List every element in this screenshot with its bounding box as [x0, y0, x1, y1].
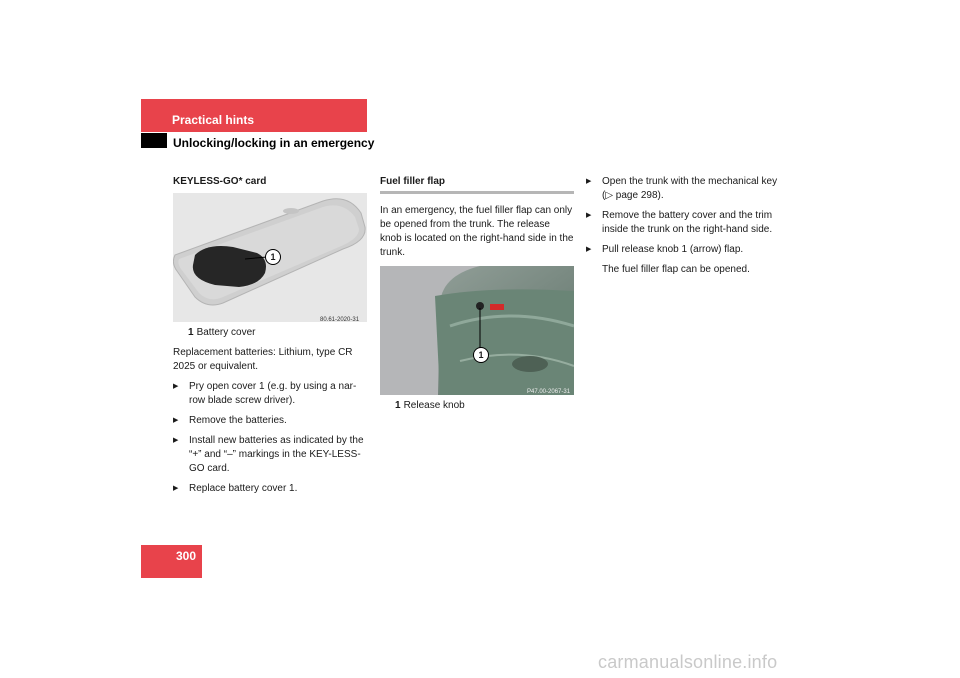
instruction-step: ▶ Pry open cover 1 (e.g. by using a nar-row blade screw driver). — [173, 380, 369, 408]
instruction-step: ▶ Replace battery cover 1. — [173, 482, 369, 496]
result-text: The fuel filler flap can be opened. — [602, 264, 750, 275]
instruction-step: ▶ Remove the batteries. — [173, 414, 369, 428]
subsection-marker — [141, 133, 167, 148]
instruction-step: ▶ Open the trunk with the mechanical key (▷ page 298). — [586, 175, 786, 203]
fuel-flap-column — [380, 175, 574, 419]
watermark: carmanualsonline.info — [598, 652, 778, 672]
figure-caption — [380, 399, 574, 413]
section-tab — [141, 99, 367, 132]
fuel-flap-steps-column — [586, 175, 786, 283]
caption-text: Release knob — [403, 400, 465, 411]
page-subtitle: Unlocking/locking in an emergency — [173, 136, 375, 150]
replacement-text: Replacement batteries: Lithium, type CR 2025 or equivalent. — [173, 347, 353, 372]
trunk-photo — [380, 266, 574, 395]
figure-code: 80.61-2020-31 — [320, 317, 360, 322]
caption-number: 1 — [188, 327, 194, 338]
release-knob-callout: 1 — [473, 347, 489, 363]
figure-caption — [173, 326, 369, 340]
page-number: 300 — [175, 549, 196, 563]
battery-cover-callout: 1 — [265, 249, 281, 265]
figure-code: P47.00-2067-31 — [527, 389, 571, 395]
instruction-step: ▶ Install new batteries as indicated by the “+” and “–” markings in the KEY-LESS-GO card. — [173, 434, 369, 476]
keyless-go-card-figure — [173, 193, 367, 322]
instruction-step: ▶ Pull release knob 1 (arrow) flap. — [586, 243, 786, 257]
caption-text: Battery cover — [196, 327, 256, 338]
fuel-flap-intro: In an emergency, the fuel filler flap can only be opened from the trunk. The release knob is located on the right-hand side in the trunk. — [380, 205, 574, 258]
keyless-go-column — [173, 175, 369, 502]
fuel-flap-heading: Fuel filler flap — [380, 175, 574, 194]
section-title: Practical hints — [172, 113, 255, 127]
instruction-step: ▶ Remove the battery cover and the trim inside the trunk on the right-hand side. — [586, 209, 786, 237]
trunk-figure — [380, 266, 574, 395]
keyless-go-heading: KEYLESS-GO* card — [173, 176, 267, 187]
caption-number: 1 — [395, 400, 401, 411]
page-number-tab — [141, 545, 202, 578]
